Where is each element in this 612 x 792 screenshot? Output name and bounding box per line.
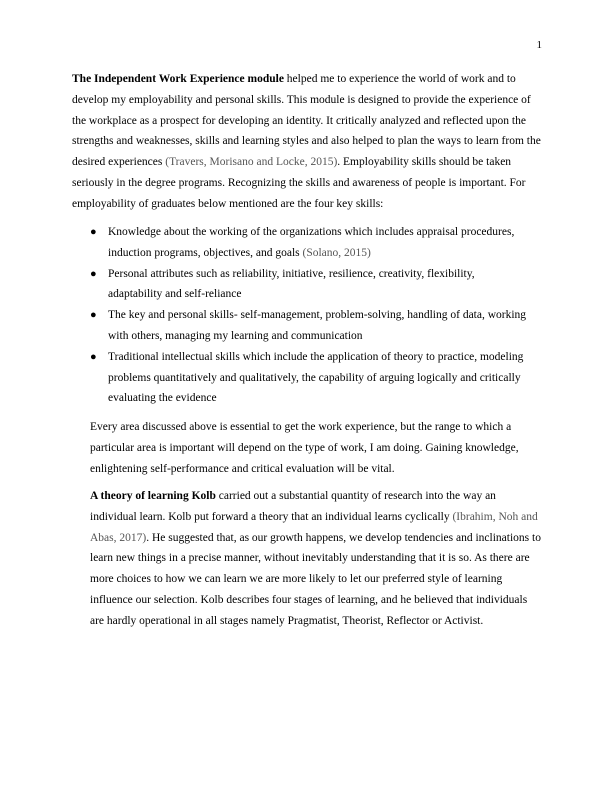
- kolb-text-a: carried out a substantial quantity of research into the way an individual learn. Kolb put forward a theory that an individual learns cyclically: [90, 490, 496, 523]
- module-heading: The Independent Work Experience module: [72, 73, 284, 85]
- intro-paragraph: [72, 69, 544, 215]
- bullet-text: The key and personal skills- self-management, problem-solving, handling of data, working with others, managing my learning and communication: [108, 309, 527, 342]
- work-experience-paragraph: Every area discussed above is essential to get the work experience, but the range to which a particular area is important will depend on the type of work, I am doing. Gaining knowledge, enlightening self-performance and critical evaluation will be vital.: [90, 421, 519, 475]
- bullet-icon: ●: [90, 226, 97, 238]
- intro-text-a: helped me to experience the world of work and to develop my employability and personal skills. This module is designed to provide the experience of the workplace as a prospect for developing an identity. It critically analyzed and reflected upon the strengths and weaknesses, skills and learning styles and also helped to plan the ways to learn from the desired experiences: [72, 73, 541, 169]
- list-item: [90, 222, 530, 264]
- list-item: [90, 305, 530, 347]
- citation-ibrahim: (Ibrahim, Noh and Abas, 2017): [90, 510, 538, 544]
- bullet-text: Knowledge about the working of the organizations which includes appraisal procedures, induction programs, objectives, and goals: [108, 226, 515, 259]
- bullet-text: Personal attributes such as reliability, initiative, resilience, creativity, flexibility, adaptability and self-reliance: [108, 267, 475, 301]
- page-number: 1: [536, 39, 542, 51]
- citation-travers: (Travers, Morisano and Locke, 2015): [165, 156, 338, 169]
- bullet-icon: ●: [90, 267, 97, 280]
- kolb-heading: A theory of learning Kolb: [90, 490, 216, 502]
- kolb-paragraph: [90, 486, 544, 632]
- bullet-text: Traditional intellectual skills which include the application of theory to practice, modeling problems quantitatively and qualitatively, the capability of arguing logically and critically evaluating the evidence: [108, 350, 524, 405]
- list-item: [90, 264, 530, 306]
- intro-text-b: . Employability skills should be taken seriously in the degree programs. Recognizing the skills and awareness of people is important. For employability of graduates below mentioned are the four key skills:: [72, 156, 526, 210]
- key-skills-list: [90, 222, 530, 409]
- bullet-icon: ●: [90, 309, 97, 322]
- citation-solano: (Solano, 2015): [302, 246, 371, 259]
- bullet-icon: ●: [90, 350, 97, 363]
- list-item: [90, 347, 530, 409]
- kolb-text-b: . He suggested that, as our growth happens, we develop tendencies and inclinations to learn new things in a precise manner, without inevitably understanding that it is so. As there are more choices to how we can learn we are more likely to let our preferred style of learning influence our selection. Kolb describes four stages of learning, and he believed that individuals are hardly operational in all stages namely Pragmatist, Theorist, Reflector or Activist.: [90, 531, 541, 627]
